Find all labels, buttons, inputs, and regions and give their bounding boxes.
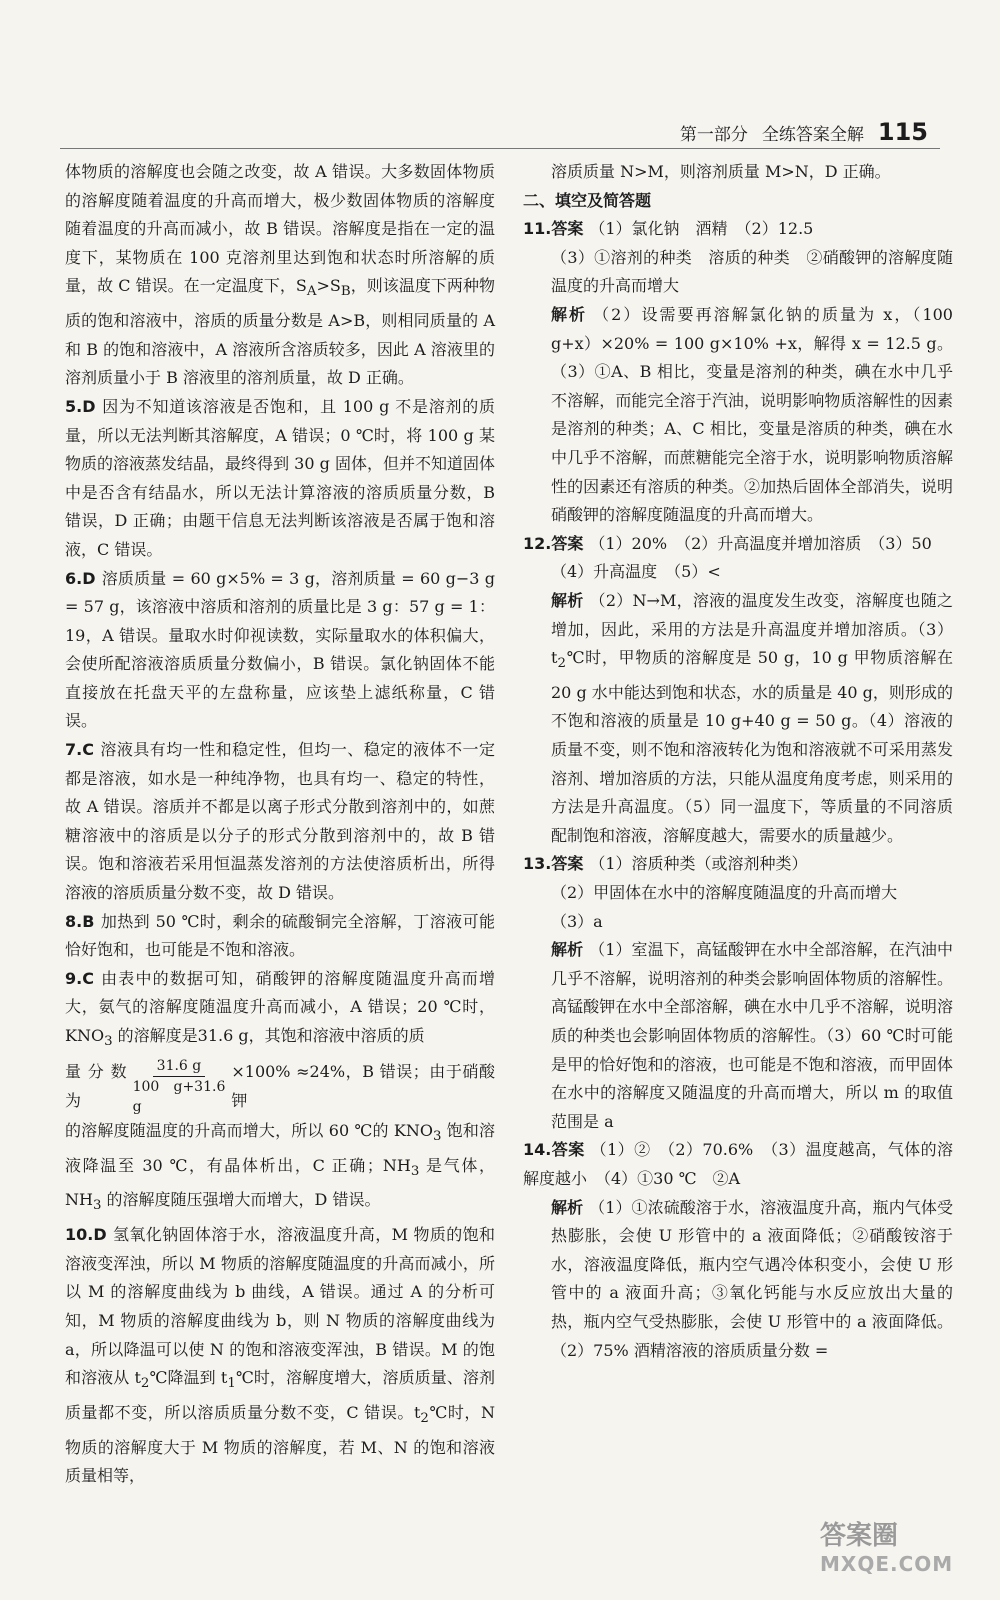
paragraph-text: （2）设需要再溶解氯化钠的质量为 x，（100 g+x）×20% = 100 g×10% +x，解得 x = 12.5 g。（3）①A、B 相比，变量是溶剂的种类，碘在水中几乎不溶解，而能完全溶于汽油，说明影响物质溶解性的因素是溶剂的种类；A、C 相比，变量是溶质的种类，碘在水中几乎不溶解，而蔗糖能完全溶于水，说明影响物质溶解性的因素还有溶质的种类。②加热后固体全部消失，说明硝酸钾的溶解度随温度的升高而增大。 <box>551 304 953 525</box>
answer-paragraph <box>523 158 953 187</box>
answer-paragraph <box>65 158 495 393</box>
answer-paragraph <box>523 908 953 937</box>
paragraph-text: 溶液具有均一性和稳定性，但均一、稳定的液体不一定都是溶液，如水是一种纯净物，也具有均一、稳定的特性，故 A 错误。溶质并不都是以离子形式分散到溶剂中的，如蔗糖溶液中的溶质是以分子的形式分散到溶剂中的，故 B 错误。饱和溶液若采用恒温蒸发溶剂的方法使溶质析出，所得溶液的溶质质量分数不变，故 D 错误。 <box>65 740 495 903</box>
answer-paragraph <box>65 565 495 737</box>
answer-paragraph <box>523 530 953 559</box>
paragraph-text: （1）② （2）70.6% （3）温度越高，气体的溶解度越小 （4）①30 ℃ ②A <box>523 1140 953 1188</box>
right-column <box>523 158 953 1365</box>
question-number: 解析 <box>551 590 584 610</box>
paragraph-text: （4）升高温度 （5）< <box>551 562 721 582</box>
watermark-brand: 答案圈 <box>820 1521 899 1551</box>
watermark-logo <box>820 1515 953 1576</box>
question-number: 解析 <box>551 1197 584 1217</box>
answer-paragraph <box>523 1136 953 1193</box>
answer-paragraph <box>523 244 953 301</box>
paragraph-text: （1）室温下，高锰酸钾在水中全部溶解，在汽油中几乎不溶解，说明溶剂的种类会影响固体物质的溶解性。高锰酸钾在水中全部溶解，碘在水中几乎不溶解，说明溶质的种类也会影响固体物质的溶解性。（3）60 ℃时可能是甲的恰好饱和的溶液，也可能是不饱和溶液，而甲固体在水中的溶解度又随温度的升高而增大，所以 m 的取值范围是 a <box>551 940 953 1131</box>
question-number: 9.C <box>65 968 94 988</box>
answer-paragraph <box>65 1117 495 1221</box>
paragraph-text: （1）①浓硫酸溶于水，溶液温度升高，瓶内气体受热膨胀，会使 U 形管中的 a 液面降低；②硝酸铵溶于水，溶液温度降低，瓶内空气遇冷体积变小，会使 U 形管中的 a 液面升高；③氧化钙能与水反应放出大量的热，瓶内空气受热膨胀，会使 U 形管中的 a 液面降低。（2）75% 酒精溶液的溶质质量分数 = <box>551 1197 953 1360</box>
paragraph-text: （3）a <box>551 911 603 931</box>
answer-paragraph <box>65 393 495 565</box>
paragraph-text: 氢氧化钠固体溶于水，溶液温度升高，M 物质的饱和溶液变浑浊，所以 M 物质的溶解度随温度的升高而减小，所以 M 的溶解度曲线为 b 曲线，A 错误。通过 A 的分析可知，M 物质的溶解度曲线为 b，则 N 物质的溶解度曲线为 a，所以降温可以使 N 的饱和溶液变浑浊，B 错误。M 的饱和溶液从 $t_2℃$降温到 $t_1℃$时，溶解度增大，溶质质量、溶剂质量都不变，所以溶质质量分数不变，C 错误。$t_2℃$时，N 物质的溶解度大于 M 物质的溶解度，若 M、N 的饱和溶液质量相等， <box>65 1225 495 1486</box>
question-number: 6.D <box>65 568 96 588</box>
paragraph-text: 溶质质量 = 60 g×5% = 3 g，溶剂质量 = 60 g−3 g = 57 g，该溶液中溶质和溶剂的质量比是 3 g：57 g = 1：19，A 错误。量取水时仰视读数，实际量取水的体积偏大，会使所配溶液溶质质量分数偏小，B 错误。氯化钠固体不能直接放在托盘天平的左盘称量，应该垫上滤纸称量，C 错误。 <box>65 568 495 731</box>
answer-paragraph <box>523 850 953 879</box>
question-number: 12.答案 <box>523 533 584 553</box>
paragraph-text: 加热到 50 ℃时，剩余的硫酸铜完全溶解，丁溶液可能恰好饱和，也可能是不饱和溶液。 <box>65 911 495 960</box>
answer-paragraph <box>523 301 953 530</box>
paragraph-text: 因为不知道该溶液是否饱和，且 100 g 不是溶剂的质量，所以无法判断其溶解度，A 错误；0 ℃时，将 100 g 某物质的溶液蒸发结晶，最终得到 30 g 固体，但并不知道固体中是否含有结晶水，所以无法计算溶液的溶质质量分数，B 错误，D 正确；由题干信息无法判断该溶液是否属于饱和溶液，C 错误。 <box>65 396 495 559</box>
question-number: 11.答案 <box>523 219 584 239</box>
paragraph-text: （1）20% （2）升高温度并增加溶质 （3）50 <box>589 533 932 553</box>
paragraph-text: （1）溶质种类（或溶剂种类） <box>589 854 808 874</box>
answer-paragraph <box>523 879 953 908</box>
watermark-url: MXQE.COM <box>820 1552 954 1576</box>
question-number: 解析 <box>551 304 588 324</box>
left-column <box>65 158 495 1491</box>
header-section: 第一部分 <box>679 125 748 145</box>
question-number: 解析 <box>551 940 584 960</box>
paragraph-text: 的溶解度随温度的升高而增大，所以 60 ℃的 $KNO_3$ 饱和溶液降温至 30 ℃，有晶体析出，C 正确；$NH_3$ 是气体，$NH_3$ 的溶解度随压强增大而增大，D 错误。 <box>65 1120 495 1214</box>
page-header <box>680 118 928 146</box>
fraction-line: 量分数为 $\frac{31.6 g}{100 g+31.6 g}$ ×100% ≈24%，B 错误；由于硝酸钾 <box>65 1058 495 1116</box>
section-heading: 二、填空及简答题 <box>523 190 652 210</box>
header-rule <box>60 148 940 149</box>
question-number: 8.B <box>65 911 95 931</box>
question-number: 13.答案 <box>523 854 584 874</box>
answer-paragraph <box>65 736 495 908</box>
answer-paragraph <box>523 558 953 587</box>
paragraph-text: （1）氯化钠 酒精 （2）12.5 <box>589 219 814 239</box>
paragraph-text: 由表中的数据可知，硝酸钾的溶解度随温度升高而增大，氨气的溶解度随温度升高而减小，A 错误；20 ℃时，$KNO_3$ 的溶解度是31.6 g，其饱和溶液中溶质的质 <box>65 968 495 1050</box>
header-subtitle: 全练答案全解 <box>761 125 864 145</box>
paragraph-text: （3）①溶剂的种类 溶质的种类 ②硝酸钾的溶解度随温度的升高而增大 <box>551 247 953 296</box>
answer-paragraph <box>523 215 953 244</box>
question-number: 14.答案 <box>523 1140 585 1160</box>
paragraph-text: （2）甲固体在水中的溶解度随温度的升高而增大 <box>551 883 898 903</box>
answer-paragraph <box>65 1221 495 1491</box>
answer-paragraph <box>65 965 495 1057</box>
paragraph-text: 溶质质量 N>M，则溶剂质量 M>N，D 正确。 <box>551 162 891 181</box>
answer-paragraph <box>523 936 953 1136</box>
question-number: 5.D <box>65 396 96 416</box>
answer-paragraph <box>523 1194 953 1366</box>
paragraph-text: （2）N→M，溶液的温度发生改变，溶解度也随之增加，因此，采用的方法是升高温度并增加溶质。$(3)t_2℃$时，甲物质的溶解度是 50 g，10 g 甲物质溶解在 20 g 水中能达到饱和状态，水的质量是 40 g，则形成的不饱和溶液的质量是 10 g+40 g = 50 g。（4）溶液的质量不变，则不饱和溶液转化为饱和溶液就不可采用蒸发溶剂、增加溶质的方法，只能从温度角度考虑，则采用的方法是升高温度。（5）同一温度下，等质量的不同溶质配制饱和溶液，溶解度越大，需要水的质量越少。 <box>551 590 953 845</box>
page-number: 115 <box>877 118 928 146</box>
paragraph-text: 体物质的溶解度也会随之改变，故 A 错误。大多数固体物质的溶解度随着温度的升高而增大，极少数固体物质的溶解度随着温度的升高而减小，故 B 错误。溶解度是指在一定的温度下，某物质在 100 克溶剂里达到饱和状态时所溶解的质量，故 C 错误。在一定温度下，$S_A>S_B$，则该温度下两种物质的饱和溶液中，溶质的质量分数是 A>B，则相同质量的 A 和 B 的饱和溶液中，A 溶液所含溶质较多，因此 A 溶液里的溶剂质量小于 B 溶液里的溶剂质量，故 D 正确。 <box>65 162 495 388</box>
answer-paragraph <box>65 908 495 965</box>
fraction: $\frac{31.6 g}{100 g+31.6 g}$ <box>132 1058 226 1116</box>
answer-paragraph <box>523 587 953 851</box>
question-number: 7.C <box>65 740 94 760</box>
question-number: 10.D <box>65 1225 107 1245</box>
